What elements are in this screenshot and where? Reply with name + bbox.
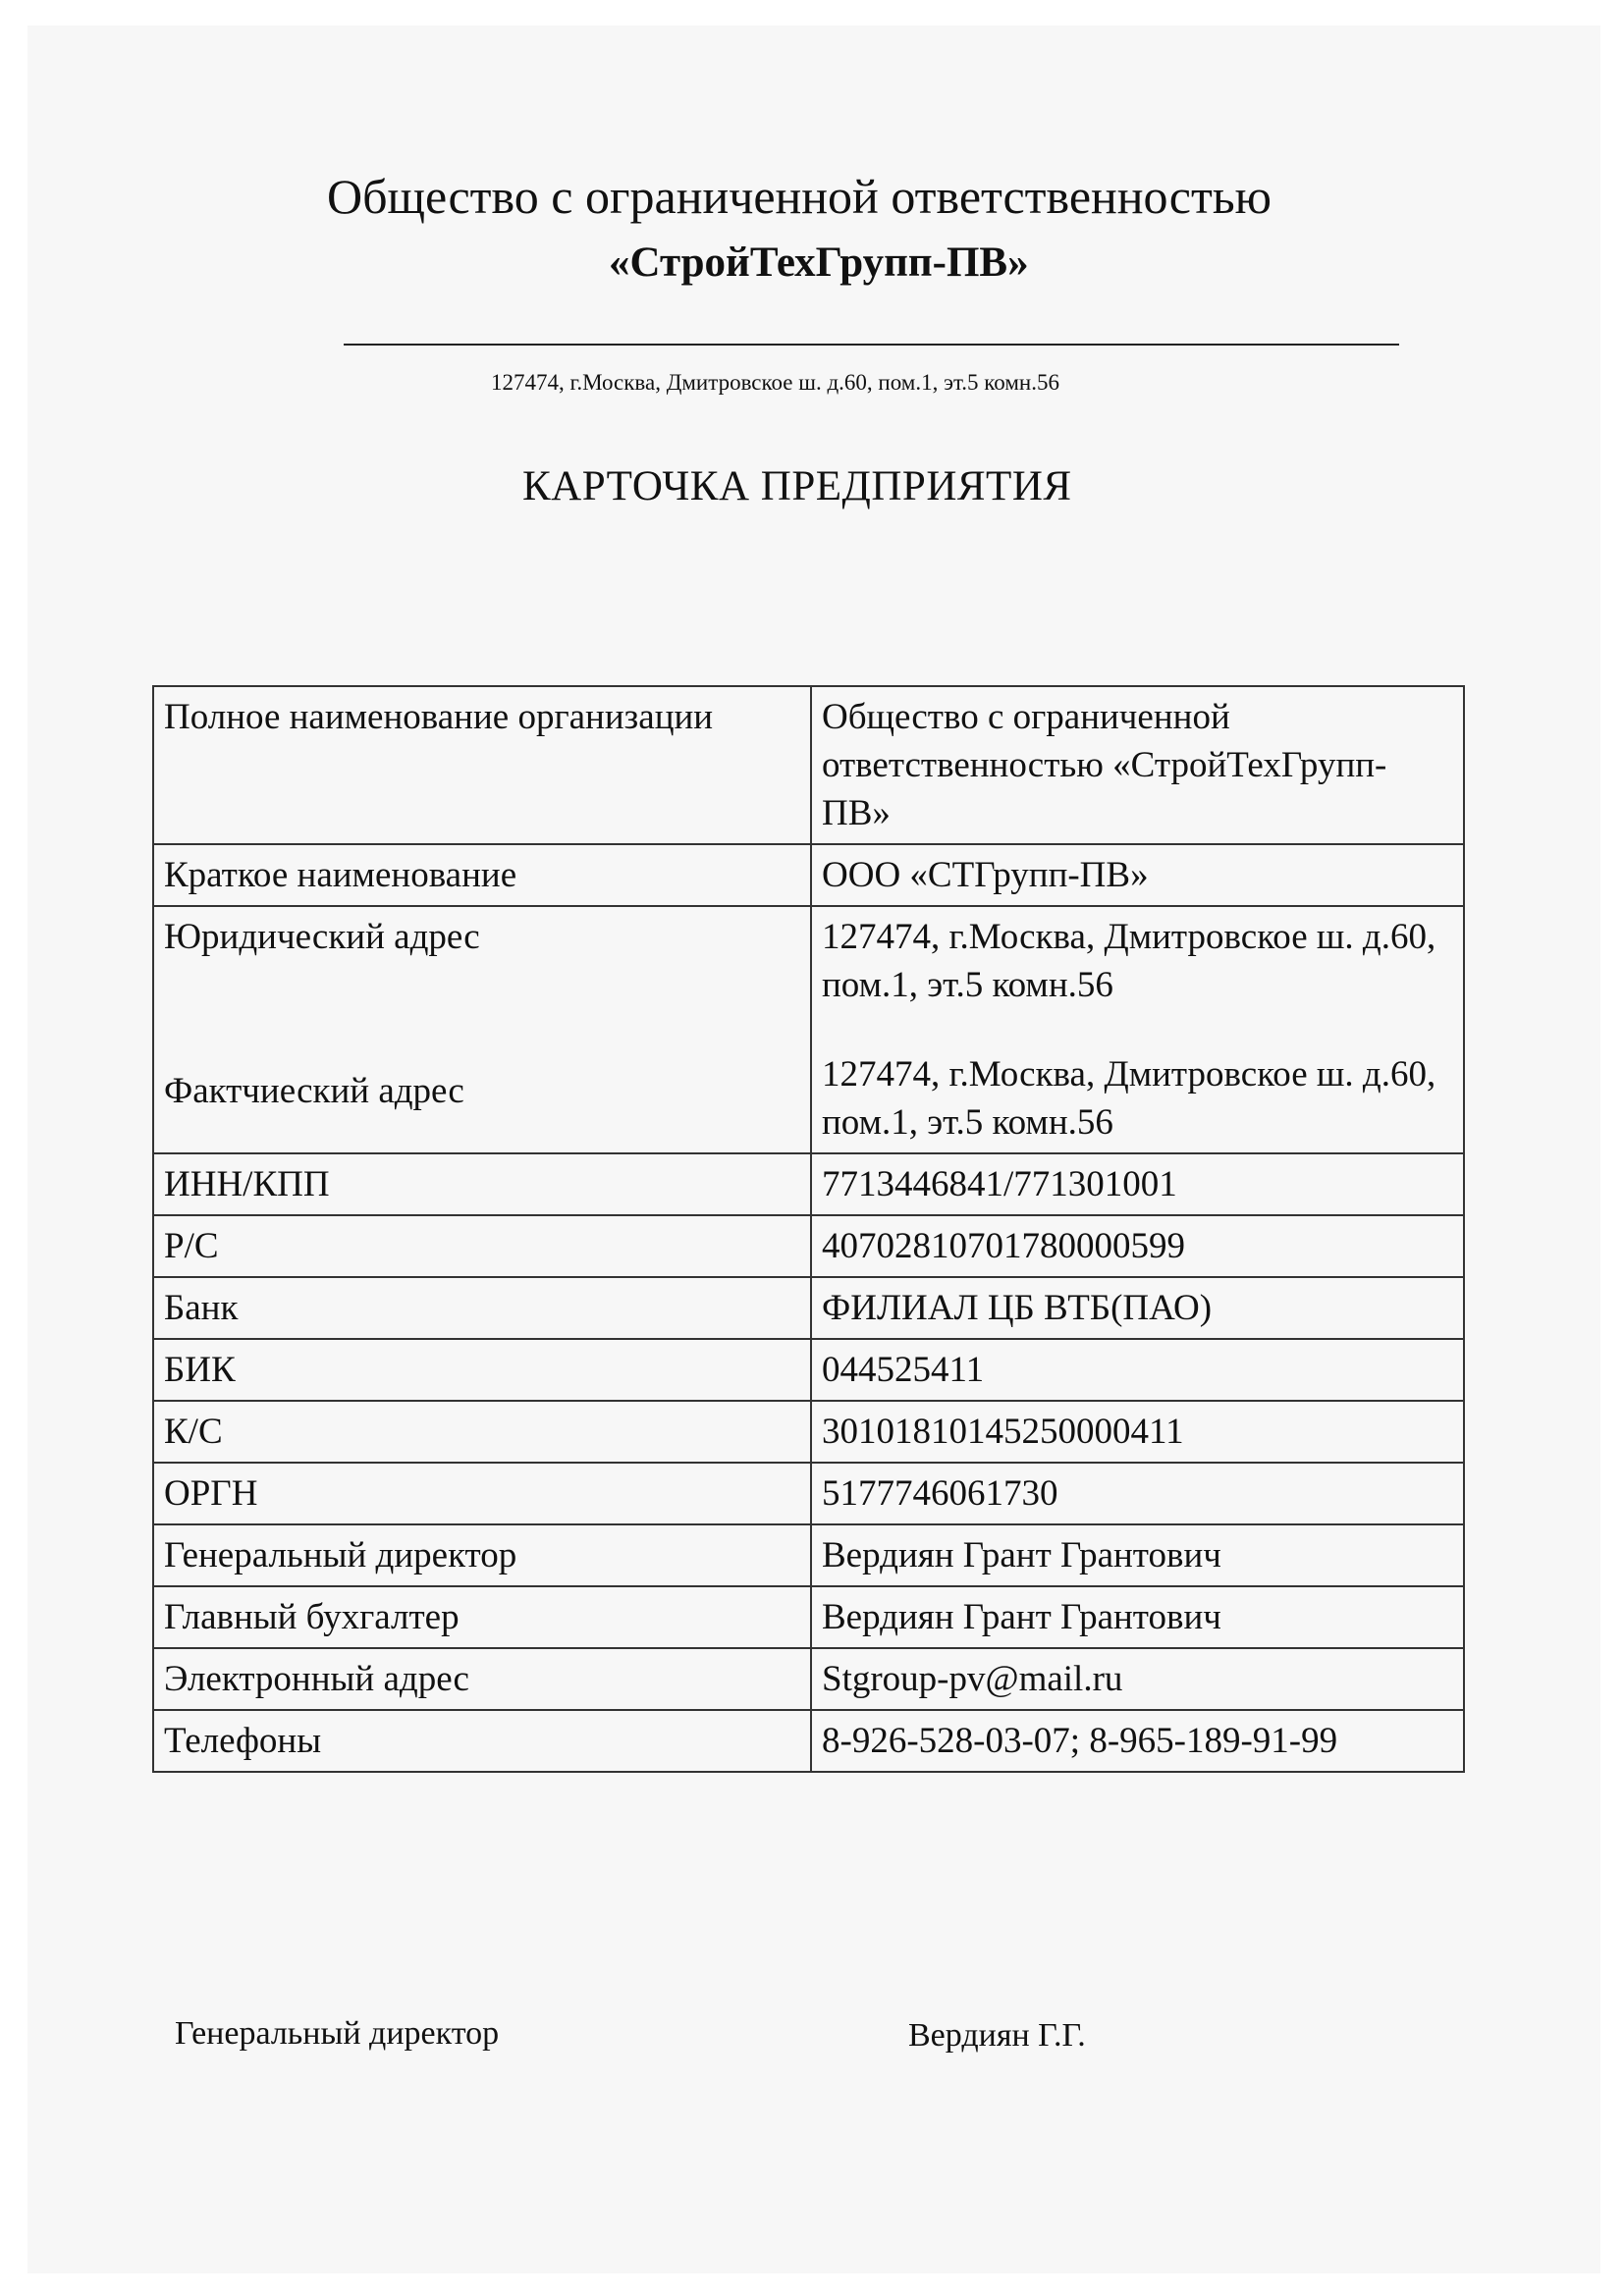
row-value: Общество с ограниченной ответственностью «СтройТехГрупп-ПВ»: [811, 686, 1464, 844]
table-row: [153, 1215, 1464, 1277]
row-label: ИНН/КПП: [153, 1153, 811, 1215]
row-value: 044525411: [811, 1339, 1464, 1401]
row-value: 40702810701780000599: [811, 1215, 1464, 1277]
row-value: 7713446841/771301001: [811, 1153, 1464, 1215]
document-title: КАРТОЧКА ПРЕДПРИЯТИЯ: [522, 463, 1072, 509]
table-row: [153, 686, 1464, 844]
table-row: [153, 1648, 1464, 1710]
row-value: 8-926-528-03-07; 8-965-189-91-99: [811, 1710, 1464, 1772]
row-value: ФИЛИАЛ ЦБ ВТБ(ПАО): [811, 1277, 1464, 1339]
signature-position: Генеральный директор: [175, 2015, 500, 2052]
row-label: Главный бухгалтер: [153, 1586, 811, 1648]
row-value: Stgroup-pv@mail.ru: [811, 1648, 1464, 1710]
table-row: [153, 1463, 1464, 1524]
table-row: [153, 1153, 1464, 1215]
row-label: Полное наименование организации: [153, 686, 811, 844]
row-value: Вердиян Грант Грантович: [811, 1586, 1464, 1648]
table-row: [153, 1401, 1464, 1463]
table-row: [153, 1277, 1464, 1339]
row-label: Электронный адрес: [153, 1648, 811, 1710]
row-label: БИК: [153, 1339, 811, 1401]
table-row: [153, 844, 1464, 906]
table-row: [153, 1339, 1464, 1401]
row-value: Вердиян Грант Грантович: [811, 1524, 1464, 1586]
row-label: Генеральный директор: [153, 1524, 811, 1586]
table-row: [153, 1586, 1464, 1648]
actual-address-value: 127474, г.Москва, Дмитровское ш. д.60, пом.1, эт.5 комн.56: [822, 1054, 1436, 1143]
actual-address-label: Фактчиеский адрес: [164, 1071, 464, 1111]
legal-address-label: Юридический адрес: [164, 917, 480, 957]
legal-address-value: 127474, г.Москва, Дмитровское ш. д.60, пом.1, эт.5 комн.56: [822, 917, 1436, 1005]
row-label: Банк: [153, 1277, 811, 1339]
row-label: Телефоны: [153, 1710, 811, 1772]
company-details-table: [152, 685, 1465, 1773]
signature-name: Вердиян Г.Г.: [908, 2017, 1086, 2054]
row-value: 5177746061730: [811, 1463, 1464, 1524]
header-address: 127474, г.Москва, Дмитровское ш. д.60, пом.1, эт.5 комн.56: [491, 370, 1059, 395]
organization-name-heading: «СтройТехГрупп-ПВ»: [609, 240, 1029, 286]
table-row: [153, 906, 1464, 1153]
row-label: Краткое наименование: [153, 844, 811, 906]
row-value: ООО «СТГрупп-ПВ»: [811, 844, 1464, 906]
row-value-addresses: [811, 906, 1464, 1153]
table-row: [153, 1524, 1464, 1586]
header-divider: [344, 344, 1399, 346]
row-label-addresses: [153, 906, 811, 1153]
row-label: ОРГН: [153, 1463, 811, 1524]
row-label: Р/С: [153, 1215, 811, 1277]
table-row: [153, 1710, 1464, 1772]
organization-type-heading: Общество с ограниченной ответственностью: [327, 169, 1272, 224]
row-value: 30101810145250000411: [811, 1401, 1464, 1463]
row-label: К/С: [153, 1401, 811, 1463]
